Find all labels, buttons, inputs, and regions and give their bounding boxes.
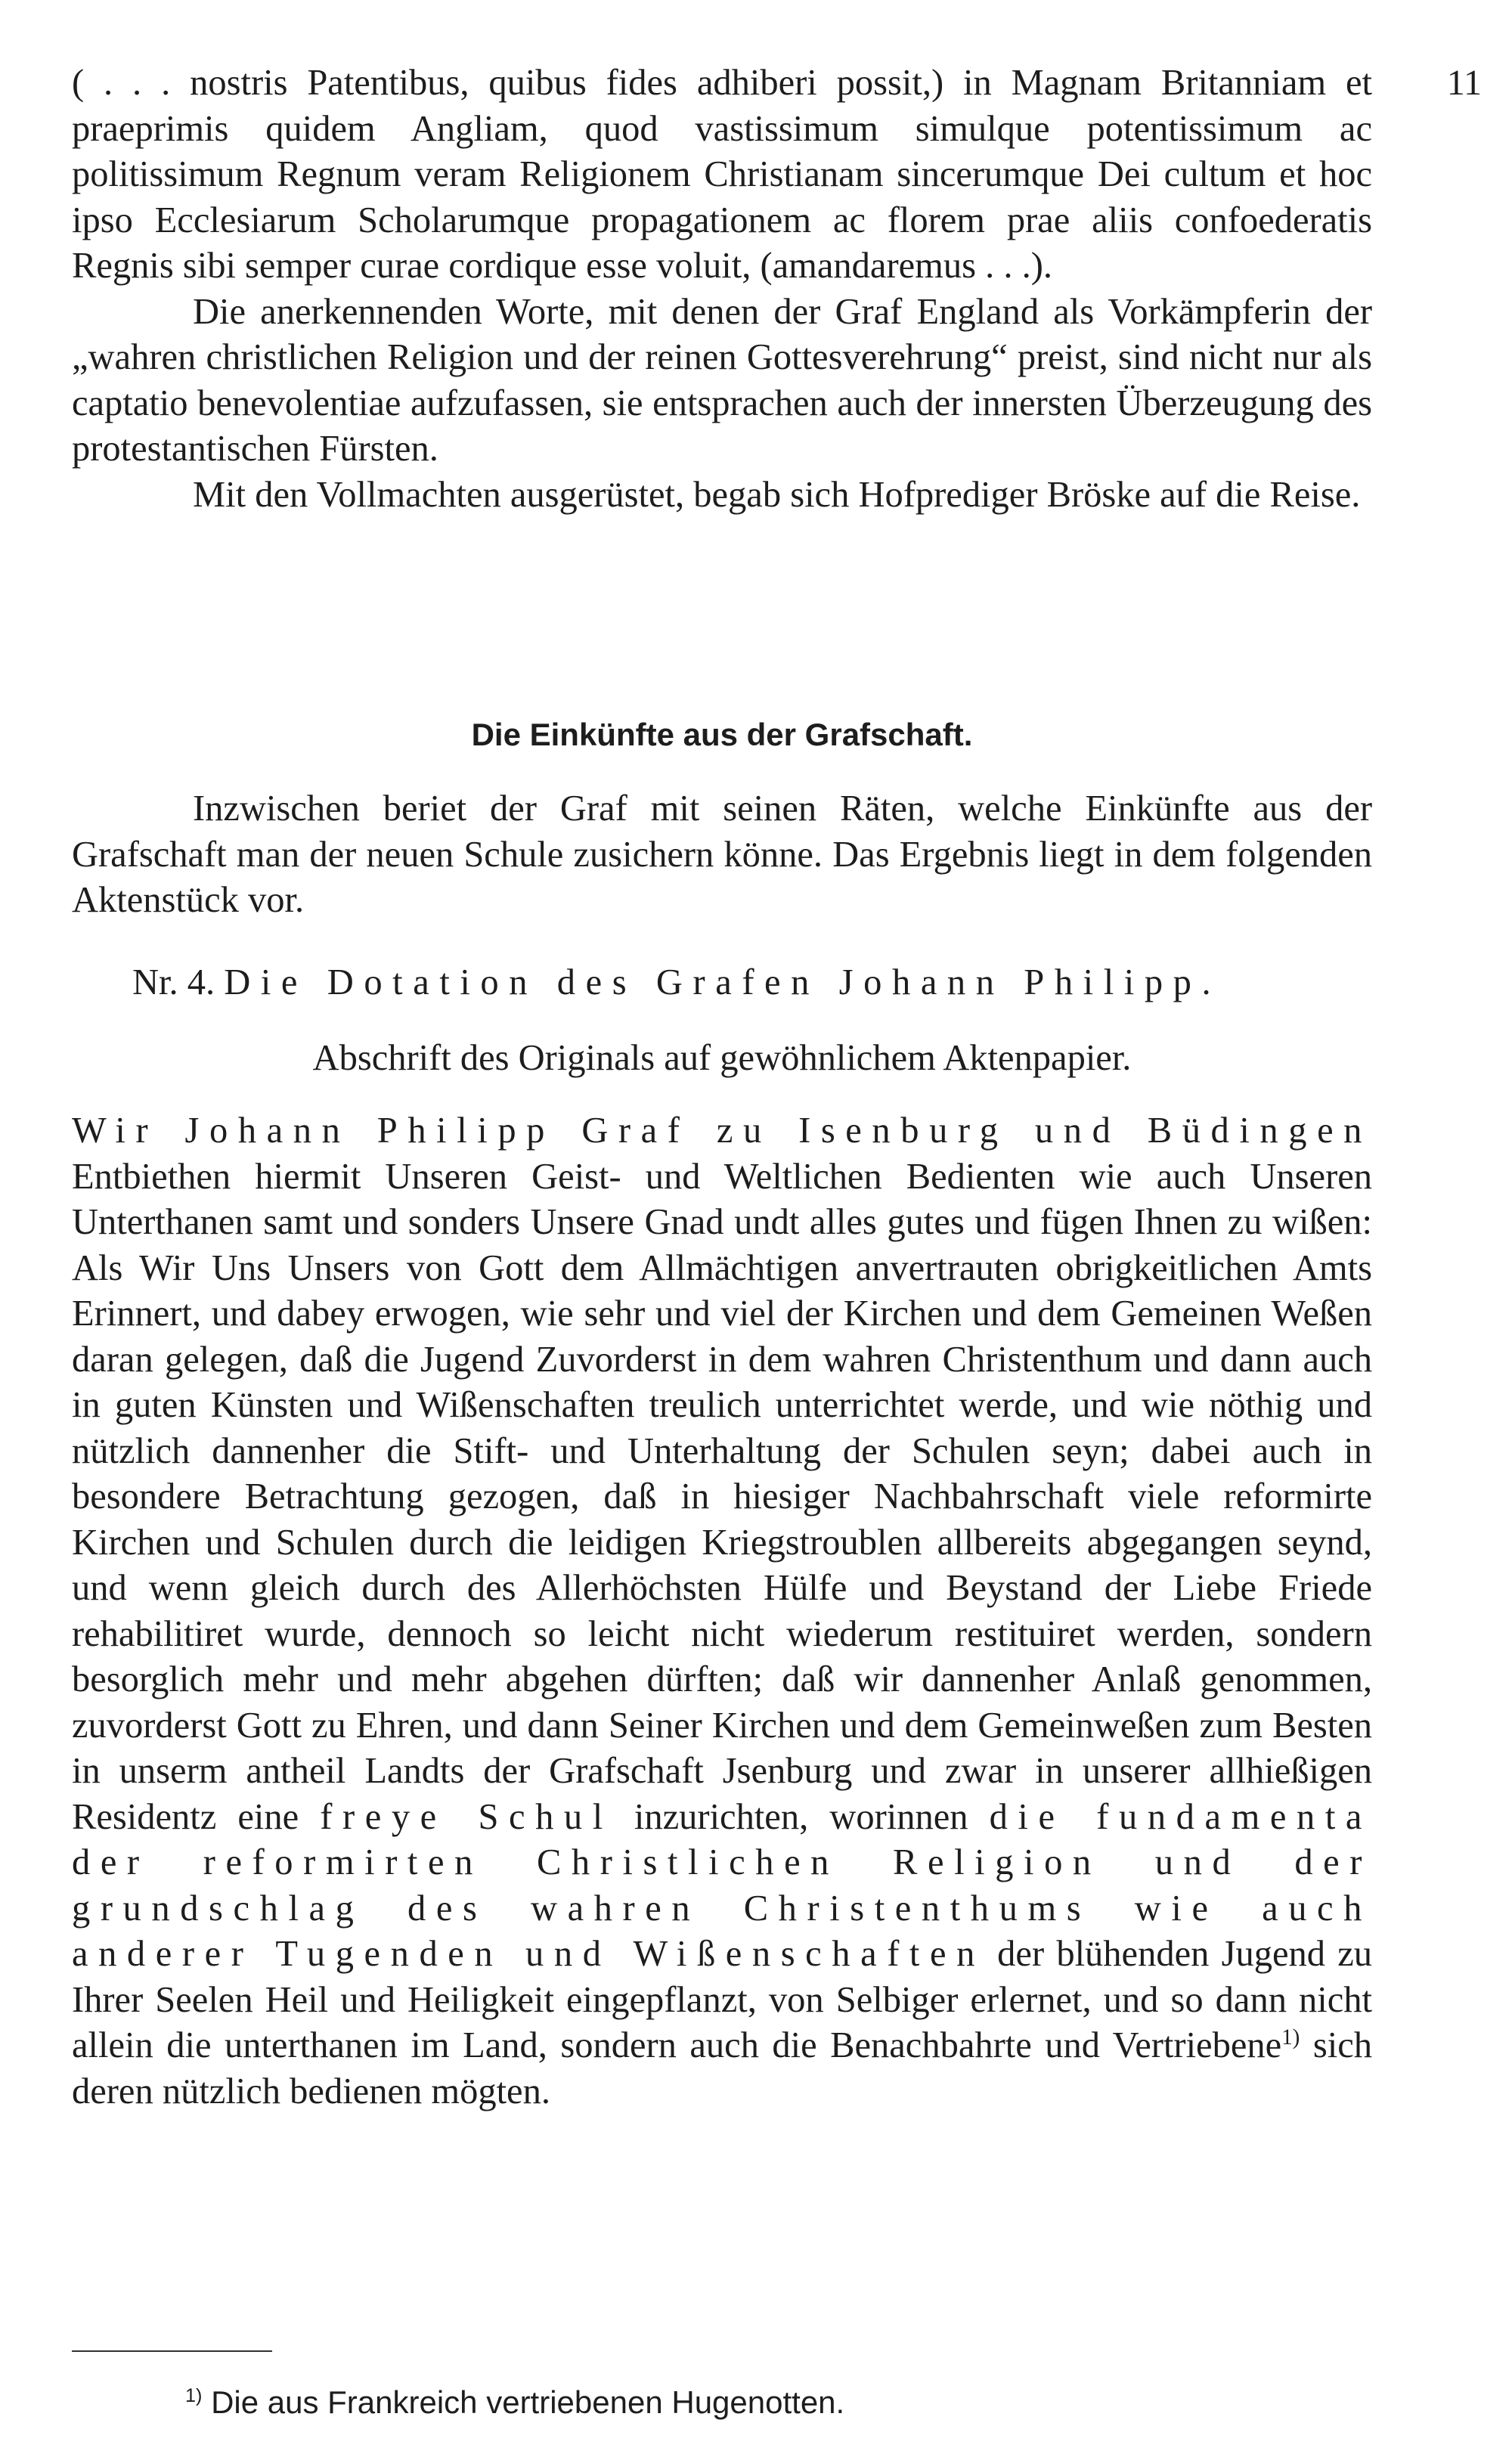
page-number: 11 xyxy=(1446,63,1482,103)
footnote xyxy=(185,2381,1395,2424)
income-intro-block xyxy=(72,786,1372,924)
opening-text-block xyxy=(72,60,1372,518)
footnote-marker: 1) xyxy=(185,2385,203,2406)
decree-spaced-fundamenta: die fundamenta der reformirten Christlichen Religion und der grundschlag des wahren Christenthums wie auch anderer Tugenden und Wißenschaften xyxy=(72,1796,1372,1974)
decree-text-part3: der blühenden Jugend zu Ihrer Seelen Heil und Heiligkeit eingepflanzt, von Selbiger erlernet, und so dann nicht allein die unterthanen im Land, sondern auch die Benachbahrte und Vertriebene xyxy=(72,1934,1372,2065)
journey-paragraph: Mit den Vollmachten ausgerüstet, begab sich Hofprediger Bröske auf die Reise. xyxy=(193,474,1361,515)
latin-quotation-paragraph: ( . . . nostris Patentibus, quibus fides adhiberi possit,) in Magnam Britanniam et praeprimis quidem Angliam, quod vastissimum simulque potentissimum ac politissimum Regnum veram Religionem Christianam sincerumque Dei cultum et hoc ipso Ecclesiarum Scholarumque propagationem ac florem prae aliis confoederatis Regnis sibi semper curae cordique esse voluit, (amandaremus . . .). xyxy=(72,63,1372,286)
document-title-text: Die Dotation des Grafen Johann Philipp. xyxy=(224,962,1222,1002)
footnote-reference: 1) xyxy=(1281,2025,1300,2049)
decree-spaced-free-school: freye Schul xyxy=(320,1796,613,1837)
document-number: Nr. 4. xyxy=(132,962,215,1002)
decree-opening: Wir Johann Philipp Graf zu Isenburg und Büdingen xyxy=(72,1111,1372,1151)
document-title xyxy=(132,960,1372,1005)
section-heading: Die Einkünfte aus der Grafschaft. xyxy=(471,717,973,752)
footnote-divider xyxy=(72,2350,272,2352)
decree-text-part4: sich deren nützlich bedienen mögten. xyxy=(72,2025,1372,2111)
document-subtitle: Abschrift des Originals auf gewöhnlichem Aktenpapier. xyxy=(312,1038,1132,1078)
footnote-text: Die aus Frankreich vertriebenen Hugenotten. xyxy=(202,2384,845,2420)
commentary-paragraph: Die anerkennenden Worte, mit denen der Graf England als Vorkämpferin der „wahren christlichen Religion und der reinen Gottesverehrung“ preist, sind nicht nur als captatio benevolentiae aufzufassen, sie entsprachen auch der innersten Überzeugung des protestantischen Fürsten. xyxy=(72,291,1372,469)
income-intro-paragraph: Inzwischen beriet der Graf mit seinen Räten, welche Einkünfte aus der Grafschaft man der neuen Schule zusichern könne. Das Ergebnis liegt in dem folgenden Aktenstück vor. xyxy=(72,789,1372,920)
decree-text-block xyxy=(72,1108,1372,2115)
decree-paragraph xyxy=(72,1108,1372,2115)
decree-text-part2: inzurichten, worinnen xyxy=(612,1796,990,1837)
decree-text-part1: Entbiethen hiermit Unseren Geist- und Weltlichen Bedienten wie auch Unseren Unterthanen samt und sonders Unsere Gnad undt alles gutes und fügen Ihnen zu wißen: Als Wir Uns Unsers von Gott dem Allmächtigen anvertrauten obrigkeitlichen Amts Erinnert, und dabey erwogen, wie sehr und viel der Kirchen und dem Gemeinen Weßen daran gelegen, daß die Jugend Zuvorderst in dem wahren Christenthum und dann auch in guten Künsten und Wißenschaften treulich unterrichtet werde, und wie nöthig und nützlich dannenher die Stift- und Unterhaltung der Schulen seyn; dabei auch in besondere Betrachtung gezogen, daß in hiesiger Nachbahrschaft viele reformirte Kirchen und Schulen durch die leidigen Kriegstroublen allbereits abgegangen seynd, und wenn gleich durch des Allerhöchsten Hülfe und Beystand der Liebe Friede rehabilitiret wurde, dennoch so leicht nicht wiederum restituiret werden, sondern besorglich mehr und mehr abgehen dürften; daß wir dannenher Anlaß genommen, zuvorderst Gott zu Ehren, und dann Seiner Kirchen und dem Gemeinweßen zum Besten in unserm antheil Landts der Grafschaft Jsenburg und zwar in unserer allhießigen Residentz eine xyxy=(72,1156,1372,1837)
